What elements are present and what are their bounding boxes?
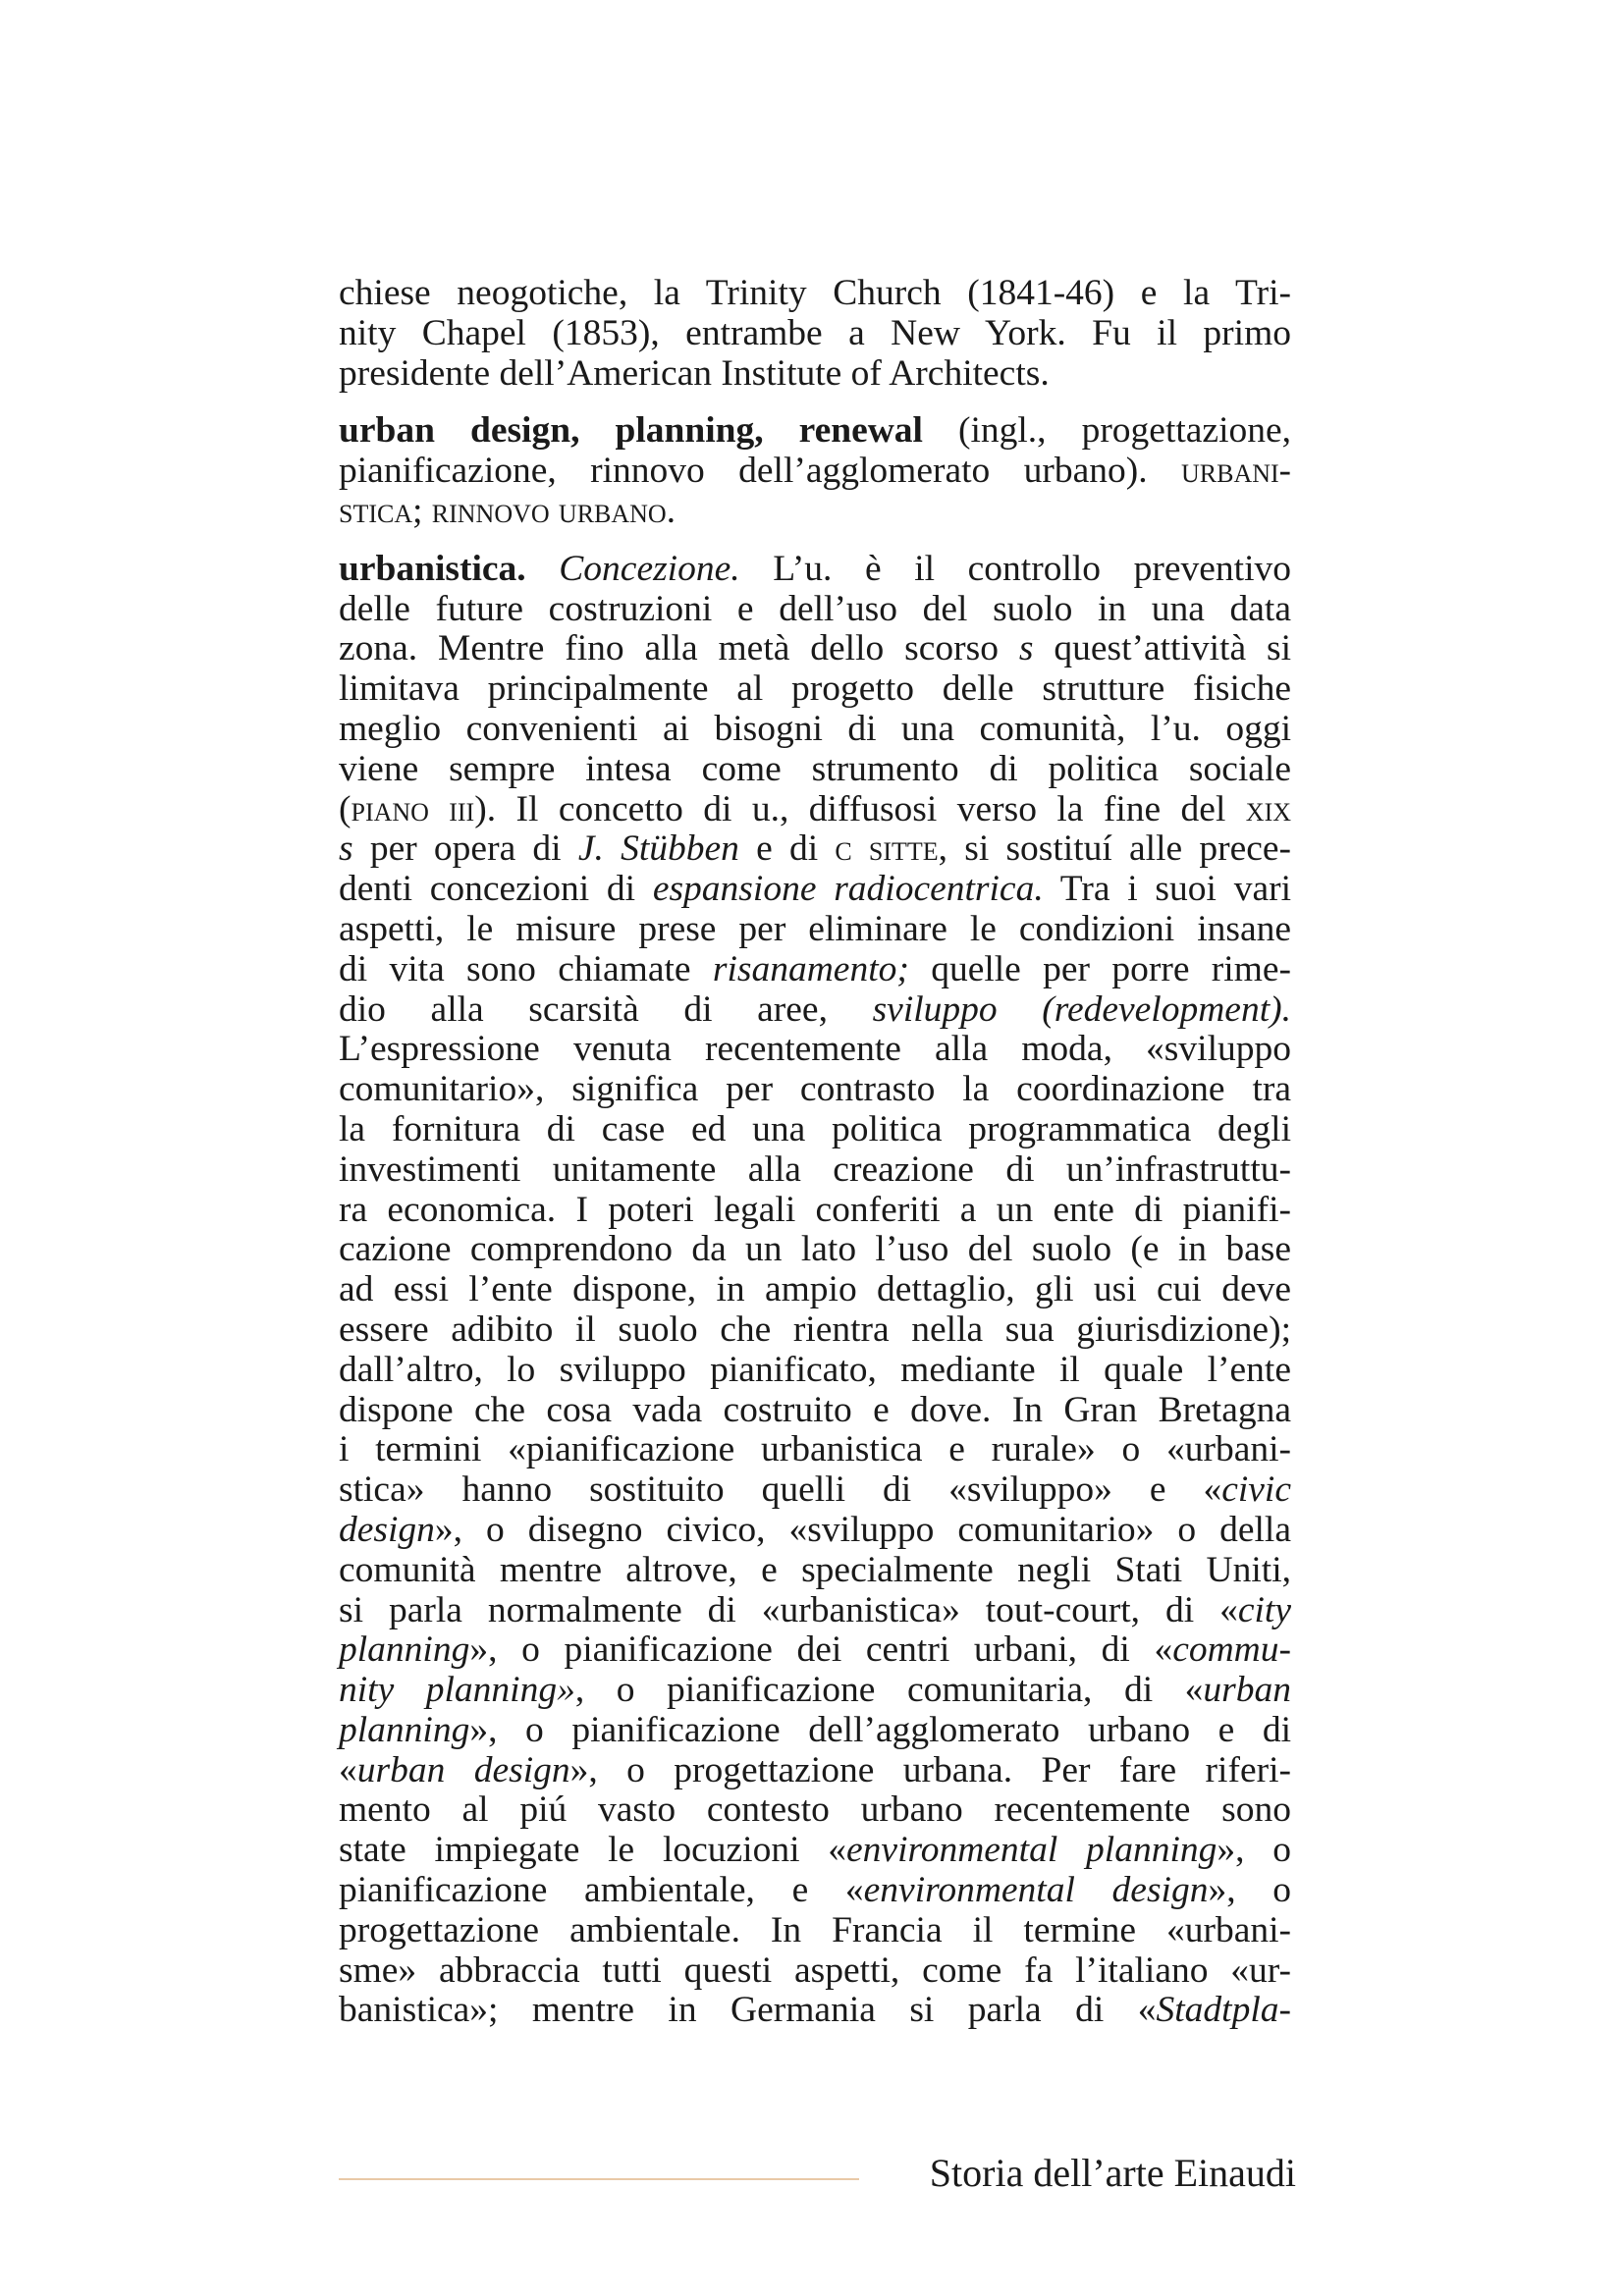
text-run: ). Il concetto di u., diffusosi verso la fine del bbox=[474, 788, 1226, 829]
italic-term: commu- bbox=[1172, 1629, 1291, 1671]
text-line bbox=[339, 790, 1291, 830]
cross-reference: stica; bbox=[339, 490, 423, 531]
italic-term: urban design bbox=[356, 1749, 570, 1790]
text-run: quelle per porre rime- bbox=[931, 948, 1292, 989]
italic-term: environmental design bbox=[863, 1870, 1209, 1911]
text-line bbox=[339, 870, 1291, 910]
text-line: la fornitura di case ed una politica programmatica degli bbox=[339, 1108, 1291, 1149]
paragraph-upjohn-end bbox=[339, 274, 1291, 394]
text-line: i termini «pianificazione urbanistica e rurale» o «urbani- bbox=[339, 1429, 1291, 1470]
text-line: comunità mentre altrove, e specialmente negli Stati Uniti, bbox=[339, 1549, 1291, 1590]
text-run: , si sostituí alle prece- bbox=[938, 828, 1292, 870]
italic-term: sviluppo (redevelopment). bbox=[872, 988, 1291, 1030]
text-line bbox=[339, 1511, 1291, 1551]
text-line: delle future costruzioni e dell’uso del suolo in una data bbox=[339, 588, 1291, 629]
italic-term: nity planning» bbox=[339, 1670, 575, 1711]
cross-reference: rinnovo urbano. bbox=[431, 490, 676, 531]
text-line: investimenti unitamente alla creazione di un’infrastruttu- bbox=[339, 1148, 1291, 1190]
text-run: si parla normalmente di «urbanistica» tout-court, di « bbox=[339, 1589, 1238, 1630]
text-line: sme» abbraccia tutti questi aspetti, come fa l’italiano «ur- bbox=[339, 1949, 1291, 1991]
italic-term: espansione radiocentrica. bbox=[652, 869, 1044, 910]
text-run: per opera di bbox=[369, 828, 562, 870]
text-line: comunitario», significa per contrasto la coordinazione tra bbox=[339, 1069, 1291, 1110]
text-line bbox=[339, 1630, 1291, 1671]
text-run: denti concezioni di bbox=[339, 869, 636, 910]
italic-term: design bbox=[339, 1509, 435, 1550]
text-line: mento al piú vasto contesto urbano recentemente sono bbox=[339, 1789, 1291, 1831]
text-line bbox=[339, 1871, 1291, 1911]
italic-term: civic bbox=[1221, 1469, 1291, 1511]
text-run: quest’attività si bbox=[1054, 628, 1291, 669]
text-line: dispone che cosa vada costruito e dove. In Gran Bretagna bbox=[339, 1389, 1291, 1430]
text-run: Tra i suoi vari bbox=[1059, 869, 1291, 910]
footer-title: Storia dell’arte Einaudi bbox=[929, 2151, 1296, 2195]
text-line bbox=[339, 1470, 1291, 1511]
text-line: presidente dell’American Institute of Architects. bbox=[339, 352, 1050, 394]
italic-term: risanamento; bbox=[712, 948, 909, 989]
text-run: zona. Mentre fino alla metà dello scorso bbox=[339, 628, 999, 669]
footer-divider bbox=[339, 2178, 859, 2180]
text-run: », o pianificazione dei centri urbani, di « bbox=[469, 1629, 1173, 1671]
text-line bbox=[339, 950, 1291, 990]
text-run: di vita sono chiamate bbox=[339, 948, 691, 989]
headword: urban design, planning, renewal bbox=[339, 410, 923, 452]
text-line: viene sempre intesa come strumento di politica sociale bbox=[339, 748, 1291, 789]
entry-urbanistica bbox=[339, 550, 1291, 2031]
cross-reference: c sitte bbox=[835, 828, 939, 870]
text-run: , o pianificazione comunitaria, di « bbox=[574, 1670, 1204, 1711]
text-line: limitava principalmente al progetto delle strutture fisiche bbox=[339, 668, 1291, 710]
entry-definition: pianificazione, rinnovo dell’agglomerato urbano). bbox=[339, 451, 1148, 492]
entry-definition: (ingl., progettazione, bbox=[957, 410, 1292, 452]
text-line: L’espressione venuta recentemente alla moda, «sviluppo bbox=[339, 1029, 1291, 1070]
headword: urbanistica. bbox=[339, 548, 526, 589]
text-line bbox=[339, 1711, 1291, 1751]
text-line: dall’altro, lo sviluppo pianificato, mediante il quale l’ente bbox=[339, 1349, 1291, 1390]
text-line bbox=[339, 411, 1291, 452]
text-run: ( bbox=[339, 788, 352, 829]
text-line bbox=[339, 1831, 1291, 1871]
text-run: », o progettazione urbana. Per fare riferi- bbox=[569, 1749, 1291, 1790]
section-subhead: Concezione. bbox=[559, 548, 740, 589]
text-run: e di bbox=[756, 828, 819, 870]
text-line: aspetti, le misure prese per eliminare le condizioni insane bbox=[339, 908, 1291, 949]
cross-reference: urbani- bbox=[1181, 451, 1291, 492]
text-line bbox=[339, 1591, 1291, 1631]
text-run: », o bbox=[1208, 1870, 1291, 1911]
abbrev-secolo: s bbox=[339, 828, 353, 870]
roman-numeral: xix bbox=[1245, 788, 1292, 829]
italic-term: Stadtpla- bbox=[1156, 1990, 1291, 2031]
text-line: essere adibito il suolo che rientra nella sua giurisdizione); bbox=[339, 1308, 1291, 1350]
text-line bbox=[339, 1751, 1291, 1791]
text-line bbox=[339, 550, 1291, 590]
entry-urban-design bbox=[339, 411, 1291, 531]
text-run: pianificazione ambientale, e « bbox=[339, 1870, 864, 1911]
person-name: J. Stübben bbox=[577, 828, 739, 870]
text-line bbox=[339, 829, 1291, 870]
text-line: ra economica. I poteri legali conferiti a un ente di pianifi- bbox=[339, 1189, 1291, 1230]
italic-term: environmental planning bbox=[846, 1830, 1217, 1871]
text-run: », o pianificazione dell’agglomerato urbano e di bbox=[469, 1709, 1291, 1750]
text-run: state impiegate le locuzioni « bbox=[339, 1830, 847, 1871]
abbrev-secolo: s bbox=[1018, 628, 1034, 669]
text-line bbox=[339, 1671, 1291, 1711]
text-line bbox=[339, 629, 1291, 669]
text-run: banistica»; mentre in Germania si parla di « bbox=[339, 1990, 1157, 2031]
text-run: dio alla scarsità di aree, bbox=[339, 988, 828, 1030]
body-text bbox=[339, 274, 1291, 2031]
text-line: progettazione ambientale. In Francia il termine «urbani- bbox=[339, 1909, 1291, 1950]
text-line: ad essi l’ente dispone, in ampio dettaglio, gli usi cui deve bbox=[339, 1269, 1291, 1310]
cross-reference: piano iii bbox=[351, 788, 475, 829]
text-line bbox=[339, 1991, 1291, 2031]
text-run: », o bbox=[1217, 1830, 1292, 1871]
text-line: chiese neogotiche, la Trinity Church (1841-46) e la Tri- bbox=[339, 273, 1291, 313]
text-line: cazione comprendono da un lato l’uso del suolo (e in base bbox=[339, 1229, 1291, 1270]
italic-term: urban bbox=[1203, 1670, 1291, 1711]
italic-term: planning bbox=[339, 1629, 470, 1671]
text-line: nity Chapel (1853), entrambe a New York. Fu il primo bbox=[339, 312, 1291, 353]
text-run: L’u. è il controllo preventivo bbox=[773, 548, 1292, 589]
text-line bbox=[339, 990, 1291, 1031]
italic-term: planning bbox=[339, 1709, 470, 1750]
text-line: meglio convenienti ai bisogni di una comunità, l’u. oggi bbox=[339, 708, 1291, 749]
text-line bbox=[339, 492, 1291, 532]
text-line bbox=[339, 452, 1291, 492]
text-run: », o disegno civico, «sviluppo comunitario» o della bbox=[434, 1509, 1291, 1550]
text-run: « bbox=[339, 1749, 357, 1790]
text-run: stica» hanno sostituito quelli di «sviluppo» e « bbox=[339, 1469, 1222, 1511]
italic-term: city bbox=[1237, 1589, 1291, 1630]
